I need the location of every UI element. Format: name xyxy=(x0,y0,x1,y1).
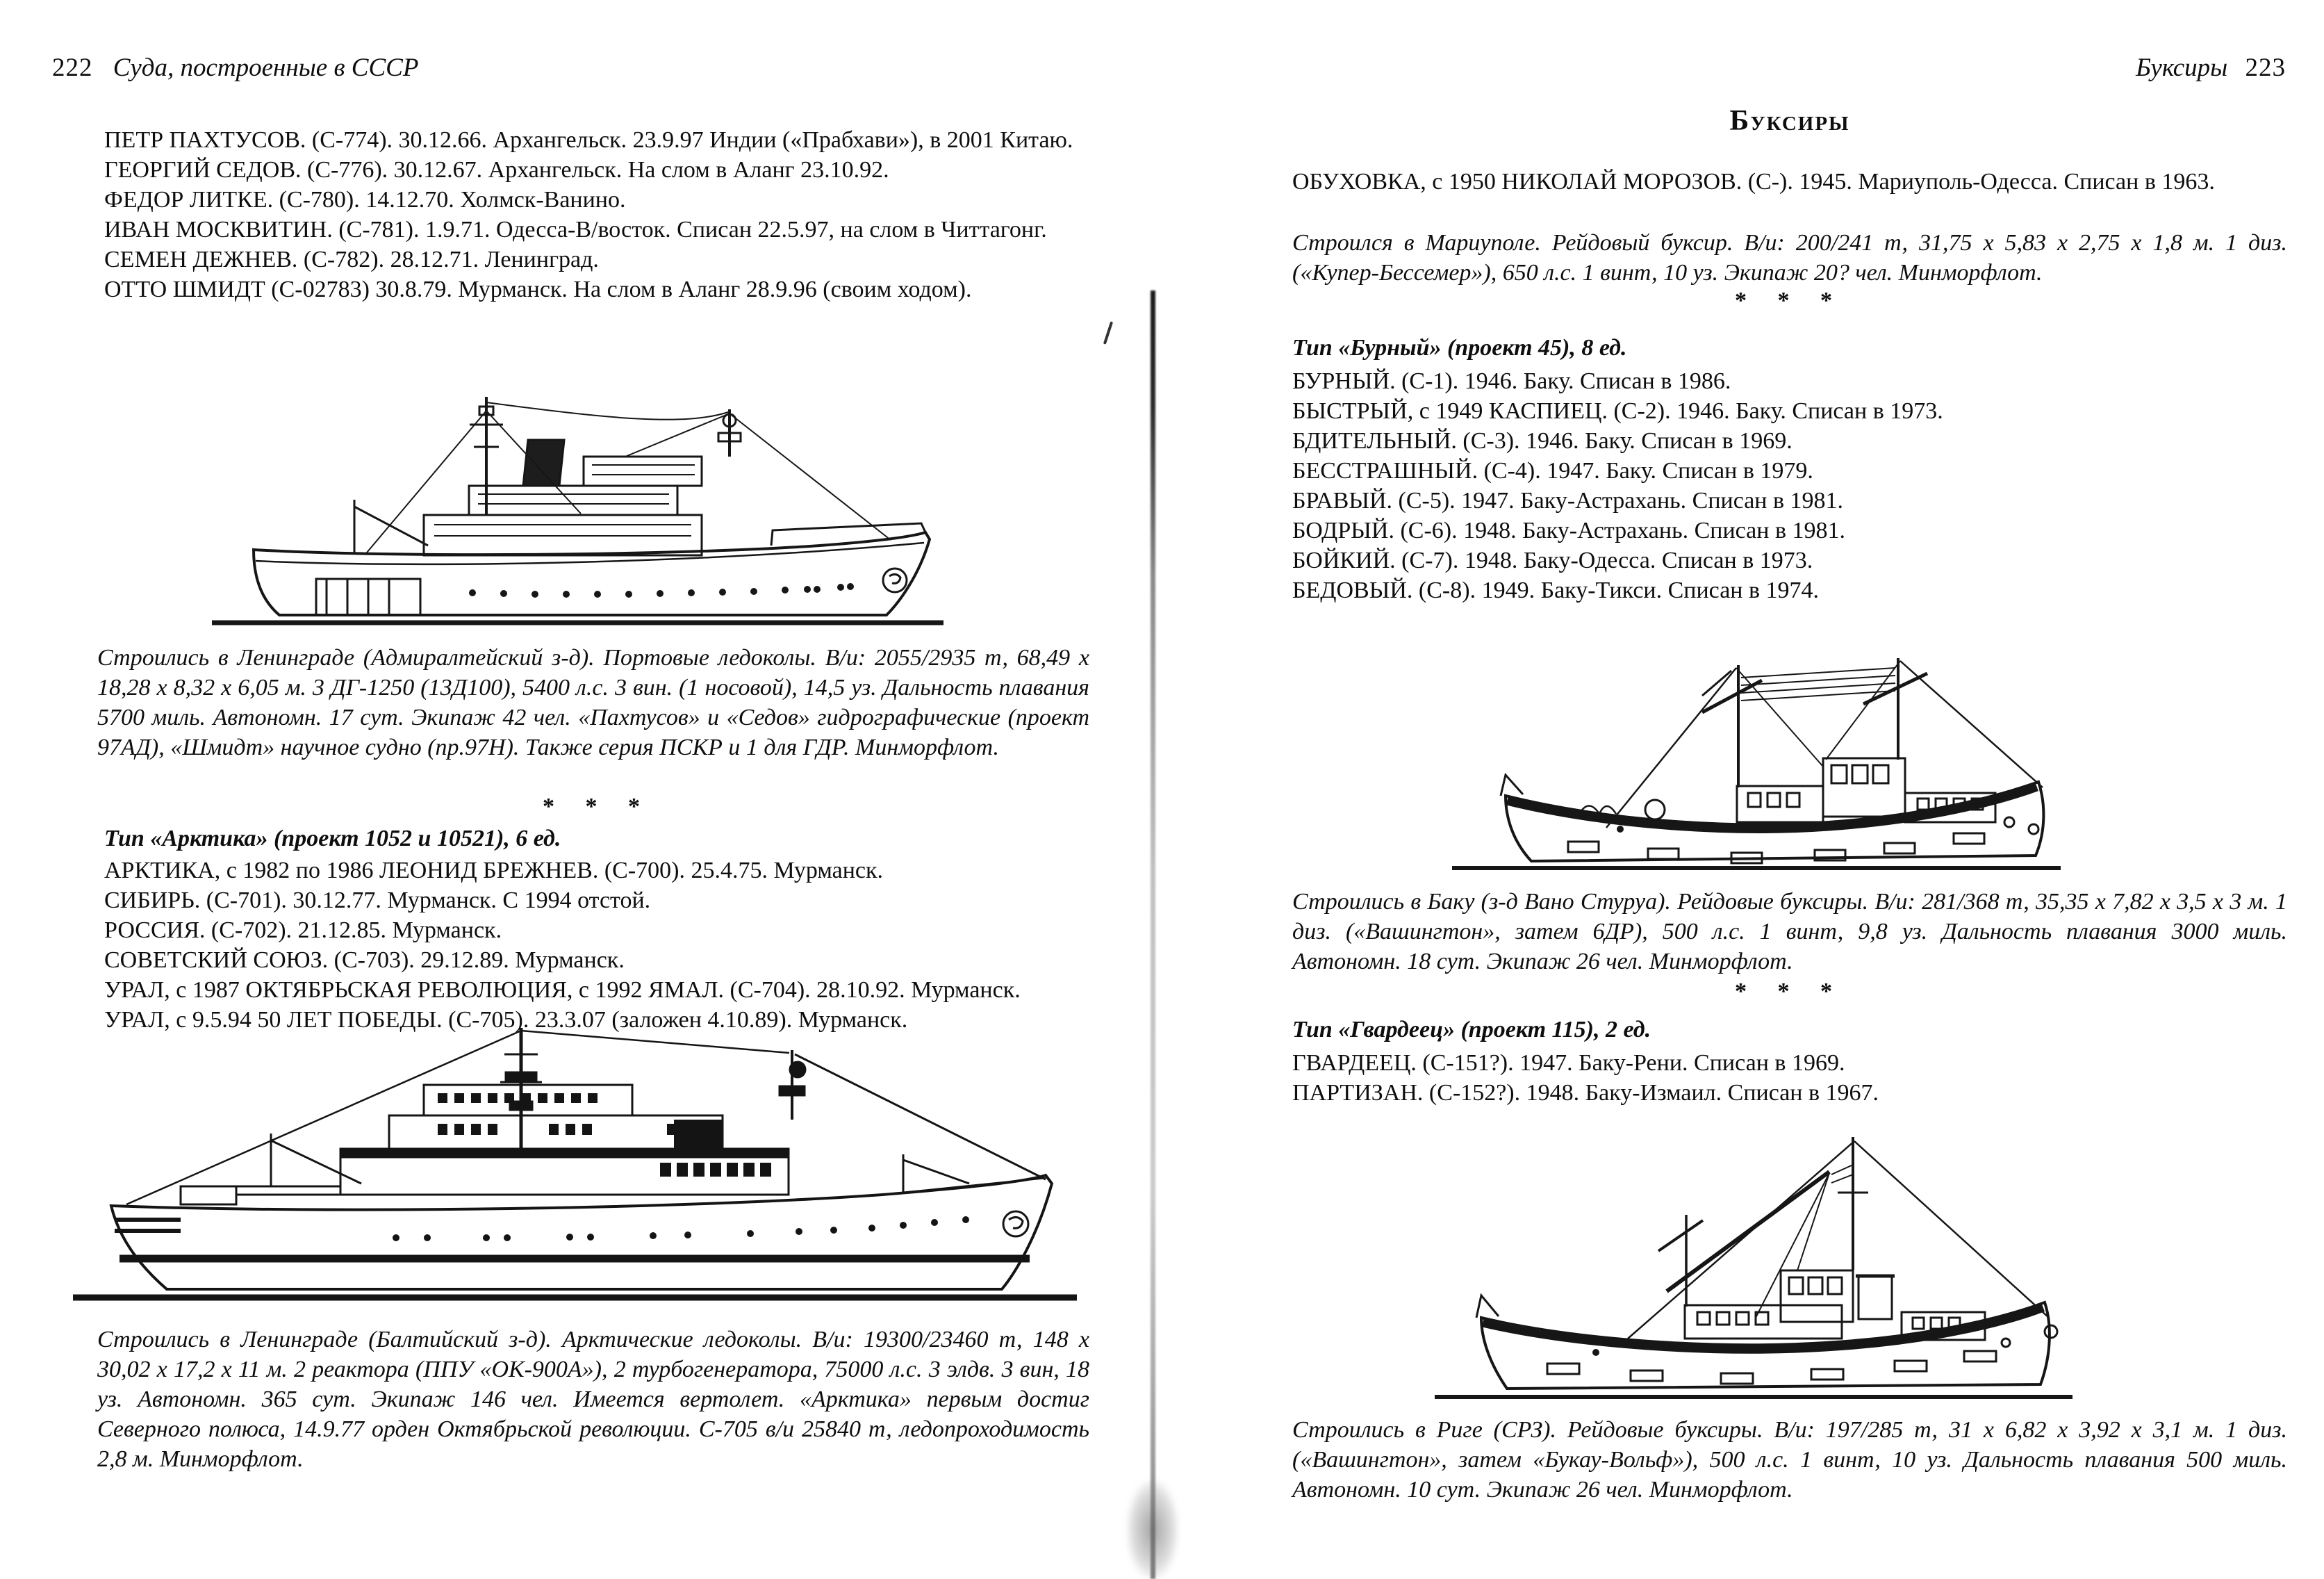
chapter-title-tugs: Буксиры xyxy=(1729,105,1850,137)
icebreaker-97-figure xyxy=(212,397,943,623)
section-separator: * * * xyxy=(1735,288,1845,313)
fleet-arktika-caption: Строились в Ленинграде (Балтийский з-д). Арктические ледоколы. В/и: 19300/23460 т, 148 х 30,02 х 17,2 х 11 м. 2 реактора (ППУ «ОК-900А»), 2 турбогенератора, 75000 л.с. 3 элдв. 3 вин, 18 уз. Автономн. 365 сут. Экипаж 146 чел. Имеется вертолет. «Арктика» первым достиг Северного полюса, 14.9.77 орден Октябрьской революции. С-705 в/и 25840 т, ледопроходимость 2,8 м. Минморфлот. xyxy=(97,1327,1089,1472)
fleet-gvardeets-caption: Строились в Риге (СРЗ). Рейдовые буксиры. В/и: 197/285 т, 31 х 6,82 х 3,92 х 3,1 м. 1 диз. («Вашингтон», затем «Букау-Вольф»), 500 л.с. 1 винт, 10 уз. Дальность плавания 500 миль. Автономн. 10 сут. Экипаж 26 чел. Минморфлот. xyxy=(1292,1417,2287,1503)
portholes xyxy=(469,583,854,598)
gvardeets-tug-drawing xyxy=(1422,1109,2086,1409)
section-separator: * * * xyxy=(543,794,652,819)
ship-entry: ИВАН МОСКВИТИН. (С-781). 1.9.71. Одесса-В/восток. Списан 22.5.97, на слом в Читтагонг. xyxy=(104,217,1047,243)
deckhouse xyxy=(1685,1270,1985,1340)
fleet-burny-heading: Тип «Бурный» (проект 45), 8 ед. xyxy=(1292,335,1627,361)
ship-entry: ОТТО ШМИДТ (С-02783) 30.8.79. Мурманск. На слом в Аланг 28.9.96 (своим ходом). xyxy=(104,277,972,302)
fleet-arktika-entries xyxy=(104,856,1091,1035)
ship-entry: БРАВЫЙ. (С-5). 1947. Баку-Астрахань. Списан в 1981. xyxy=(1292,488,1844,514)
running-head-left xyxy=(52,53,418,83)
hull xyxy=(1501,775,2043,861)
section-separator: * * * xyxy=(1735,979,1845,1004)
ship-entry: ПЕТР ПАХТУСОВ. (С-774). 30.12.66. Архангельск. 23.9.97 Индии («Прабхави»), в 2001 Китаю. xyxy=(104,127,1073,153)
arktika-figure xyxy=(73,1028,1077,1298)
scan-smudge xyxy=(1127,1480,1178,1579)
ship-entry: ПАРТИЗАН. (С-152?). 1948. Баку-Измаил. Списан в 1967. xyxy=(1292,1080,1879,1106)
burny-tug-svg xyxy=(1440,621,2073,879)
page-number-right: 223 xyxy=(2245,54,2286,82)
ship-entry: ФЕДОР ЛИТКЕ. (С-780). 14.12.70. Холмск-Ванино. xyxy=(104,187,626,213)
ship-entry: АРКТИКА, с 1982 по 1986 ЛЕОНИД БРЕЖНЕВ. (С-700). 25.4.75. Мурманск. xyxy=(104,858,884,883)
book-gutter-shadow xyxy=(1151,291,1155,1579)
ship-entry: БЕССТРАШНЫЙ. (С-4). 1947. Баку. Списан в 1979. xyxy=(1292,458,1813,484)
ship-entry: СЕМЕН ДЕЖНЕВ. (С-782). 28.12.71. Ленинград. xyxy=(104,247,599,272)
page-223 xyxy=(1162,0,2324,1579)
fleet-arktika-heading: Тип «Арктика» (проект 1052 и 10521), 6 ед. xyxy=(104,826,561,851)
page-number-left: 222 xyxy=(52,54,93,82)
arktika-icebreaker-drawing xyxy=(63,1011,1087,1314)
running-head-right xyxy=(2136,53,2286,83)
running-title-right: Буксиры xyxy=(2136,54,2228,82)
ship-entry: БЫСТРЫЙ, с 1949 КАСПИЕЦ. (С-2). 1946. Баку. Списан в 1973. xyxy=(1292,398,1943,424)
fleet-burny-entries xyxy=(1292,366,2287,605)
tug-figure xyxy=(1435,1137,2072,1397)
ship-entry: РОССИЯ. (С-702). 21.12.85. Мурманск. xyxy=(104,917,502,943)
superstructure xyxy=(316,440,702,615)
arktika-icebreaker-svg xyxy=(63,1011,1087,1314)
ship-entry: БДИТЕЛЬНЫЙ. (С-3). 1946. Баку. Списан в 1969. xyxy=(1292,428,1793,454)
ship-entry: ГЕОРГИЙ СЕДОВ. (С-776). 30.12.67. Архангельск. На слом в Аланг 23.10.92. xyxy=(104,157,889,183)
fleet-97-caption: Строились в Ленинграде (Адмиралтейский з-д). Портовые ледоколы. В/и: 2055/2935 т, 68,49 х 18,28 х 8,32 х 6,05 м. 3 ДГ-1250 (13Д100), 5400 л.с. 3 вин. (1 носовой), 14,5 уз. Дальность плавания 5700 миль. Автономн. 17 сут. Экипаж 42 чел. «Пахтусов» и «Седов» гидрографические (проект 97АД), «Шмидт» научное судно (пр.97Н). Также серия ПСКР и 1 для ГДР. Минморфлот. xyxy=(97,645,1089,760)
ship-entry: БУРНЫЙ. (С-1). 1946. Баку. Списан в 1986. xyxy=(1292,368,1731,394)
ship-entry: УРАЛ, с 9.5.94 50 ЛЕТ ПОБЕДЫ. (С-705). 23.3.07 (заложен 4.10.89). Мурманск. xyxy=(104,1007,908,1033)
tug-figure xyxy=(1452,658,2061,868)
portholes xyxy=(393,1216,969,1241)
windows xyxy=(438,1093,771,1177)
fleet-obukhovka-caption: Строился в Мариуполе. Рейдовый буксир. В/и: 200/241 т, 31,75 х 5,83 х 2,75 х 1,8 м. 1 диз. («Купер-Бессемер»), 650 л.с. 1 винт, 10 уз. Экипаж 20? чел. Минморфлот. xyxy=(1292,230,2287,286)
ship-entry: БОЙКИЙ. (С-7). 1948. Баку-Одесса. Списан в 1973. xyxy=(1292,548,1813,573)
ship-entry: ОБУХОВКА, с 1950 НИКОЛАЙ МОРОЗОВ. (С-). 1945. Мариуполь-Одесса. Списан в 1963. xyxy=(1292,169,2215,195)
ship-entry: БОДРЫЙ. (С-6). 1948. Баку-Астрахань. Списан в 1981. xyxy=(1292,518,1845,543)
ship-entry: ГВАРДЕЕЦ. (С-151?). 1947. Баку-Рени. Списан в 1969. xyxy=(1292,1050,1845,1076)
ship-entry: БЕДОВЫЙ. (С-8). 1949. Баку-Тикси. Списан в 1974. xyxy=(1292,578,1820,603)
gvardeets-tug-svg xyxy=(1422,1109,2086,1409)
ship-entry: СИБИРЬ. (С-701). 30.12.77. Мурманск. С 1994 отстой. xyxy=(104,887,651,913)
fleet-gvardeets-heading: Тип «Гвардеец» (проект 115), 2 ед. xyxy=(1292,1017,1651,1042)
ship-entry: СОВЕТСКИЙ СОЮЗ. (С-703). 29.12.89. Мурманск. xyxy=(104,947,625,973)
ship-entry: УРАЛ, с 1987 ОКТЯБРЬСКАЯ РЕВОЛЮЦИЯ, с 1992 ЯМАЛ. (С-704). 28.10.92. Мурманск. xyxy=(104,977,1021,1003)
fleet-97-entries xyxy=(104,125,1091,304)
harbor-icebreaker-drawing xyxy=(195,370,959,635)
hull xyxy=(111,1175,1052,1289)
running-title-left: Суда, построенные в СССР xyxy=(113,54,419,82)
masts-and-rigging xyxy=(1628,1137,2049,1339)
harbor-icebreaker-svg xyxy=(195,370,959,635)
fleet-gvardeets-entries xyxy=(1292,1048,2287,1108)
burny-tug-drawing xyxy=(1440,621,2073,879)
fleet-burny-caption: Строились в Баку (з-д Вано Стуруа). Рейдовые буксиры. В/и: 281/368 т, 35,35 х 7,82 х 3,5 х 3 м. 1 диз. («Вашингтон», затем 6ДР), 500 л.с. 1 винт, 9,8 уз. Дальность плавания 3000 миль. Автономн. 18 сут. Экипаж 26 чел. Минморфлот. xyxy=(1292,889,2287,974)
fleet-obukhovka-entries xyxy=(1292,167,2287,197)
